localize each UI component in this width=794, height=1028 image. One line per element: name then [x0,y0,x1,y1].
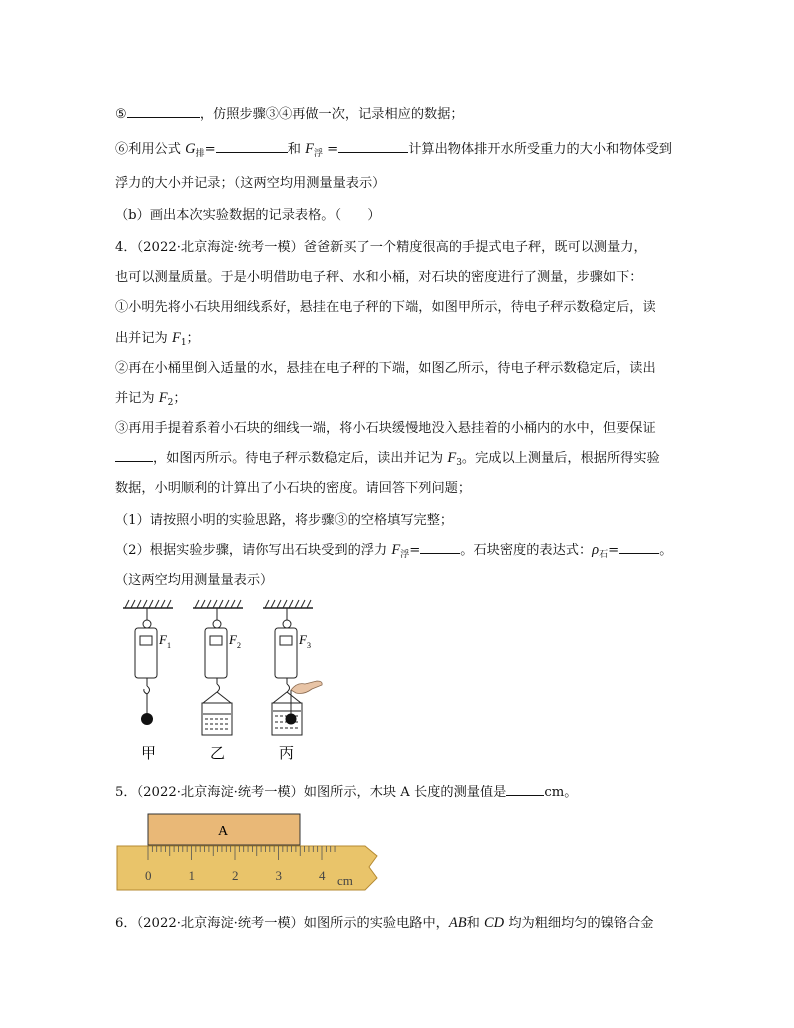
step-number: ⑤ [115,107,127,122]
q4-step2-line2 [115,387,187,408]
f-buoyant-subscript: 浮 [400,550,410,560]
q4-step1-line1: ①小明先将小石块用细线系好，悬挂在电子秤的下端，如图甲所示，待电子秤示数稳定后，读 [115,300,656,315]
step-text: 。完成以上测量后，根据所得实验 [461,451,660,466]
ruler-tick-label: 4 [319,868,326,883]
ruler-tick-label: 3 [275,868,282,883]
answer-blank [619,540,659,554]
question-text: 均为粗细均匀的镍铬合金 [504,916,654,931]
q5-header [115,781,577,800]
q4-part2-line2: （这两空均用测量量表示） [115,573,274,588]
q3-step5 [115,103,464,122]
f3-subscript: 3 [456,458,462,468]
and-text: 和 [287,142,306,157]
q4-line2: 也可以测量质量。于是小明借助电子秤、水和小桶，对石块的密度进行了测量，步骤如下： [115,270,643,285]
f2-label: F [229,632,237,647]
scale-jia [123,600,173,762]
question-text: 6．（2022·北京海淀·统考一模）如图所示的实验电路中， [115,916,449,931]
answer-blank [127,104,200,118]
punctuation: ； [173,391,187,406]
equals-sign: = [608,543,620,558]
ruler-tick-label: 1 [188,868,195,883]
f-symbol: F [305,141,314,157]
answer-blank [115,448,153,462]
ruler-figure [115,812,381,898]
f1-symbol: F [171,330,181,346]
f3-label: F [299,632,307,647]
f1-subscript: 1 [180,338,187,348]
f3-label-sub: 3 [307,641,311,650]
punctuation: ； [186,331,200,346]
q4-step3-line1: ③再用手提着系着小石块的细线一端，将小石块缓慢地没入悬挂着的小桶内的水中，但要保证 [115,421,656,436]
q3-step6-line2: 浮力的大小并记录；（这两空均用测量量表示） [115,176,386,191]
rho-symbol: ρ [592,542,600,558]
label-bing: 丙 [279,746,295,762]
f1-label-sub: 1 [167,641,171,650]
rho-subscript: 石 [599,550,609,560]
label-yi: 乙 [210,746,226,762]
q4-step1-line2 [115,327,200,348]
q4-step3-line3: 数据，小明顺利的计算出了小石块的密度。请回答下列问题； [115,481,472,496]
block-label: A [218,824,229,839]
answer-blank [506,782,544,796]
hand-icon [291,681,322,694]
g-symbol: G [185,141,196,157]
f2-subscript: 2 [167,398,174,408]
f-subscript: 浮 [313,149,323,159]
answer-blank [420,540,460,554]
question-text: 5．（2022·北京海淀·统考一模）如图所示，木块 A 长度的测量值是 [115,785,507,800]
q4-header: 4．（2022·北京海淀·统考一模）爸爸新买了一个精度很高的手提式电子秤，既可以测量力， [115,240,647,255]
ruler-tick-label: 2 [232,868,239,883]
f1-label: F [159,632,167,647]
equals-sign: = [204,142,216,157]
cd-symbol: CD [483,915,505,931]
ruler-unit: cm [337,873,353,888]
q6-header [115,912,653,932]
question-text: （2）根据实验步骤，请你写出石块受到的浮力 [115,543,392,558]
answer-blank [216,139,288,153]
answer-blank [338,139,408,153]
step-text: 出并记为 [115,331,172,346]
g-subscript: 排 [195,149,205,159]
q4-step3-line2 [115,447,660,468]
label-jia: 甲 [141,746,157,762]
q4-step2-line1: ②再在小桶里倒入适量的水，悬挂在电子秤的下端，如图乙所示，待电子秤示数稳定后，读出 [115,361,656,376]
step-text: ，仿照步骤③④再做一次，记录相应的数据； [199,107,464,122]
punctuation: 。 [659,543,673,558]
f2-symbol: F [158,390,168,406]
ab-symbol: AB [448,915,467,931]
f-buoyant-symbol: F [391,542,401,558]
equals-sign: = [409,543,421,558]
equals-sign: = [322,142,339,157]
scale-figure [115,598,345,768]
ruler-tick-label: 0 [145,868,152,883]
f3-symbol: F [447,450,457,466]
step-text: ，如图丙所示。待电子秤示数稳定后，读出并记为 [153,451,448,466]
question-text: 。石块密度的表达式： [460,543,593,558]
q3-step6 [115,138,672,159]
question-text: cm。 [544,785,578,800]
step-text: 计算出物体排开水所受重力的大小和物体受到 [408,142,672,157]
scale-yi [193,600,243,762]
f2-label-sub: 2 [237,641,241,650]
and-text: 和 [466,916,484,931]
q3-part-b: （b）画出本次实验数据的记录表格。（ ） [115,208,381,223]
q4-part2 [115,539,672,560]
q4-part1: （1）请按照小明的实验思路，将步骤③的空格填写完整； [115,513,454,528]
step-text: ⑥利用公式 [115,142,186,157]
step-text: 并记为 [115,391,159,406]
scale-bing [263,600,322,762]
